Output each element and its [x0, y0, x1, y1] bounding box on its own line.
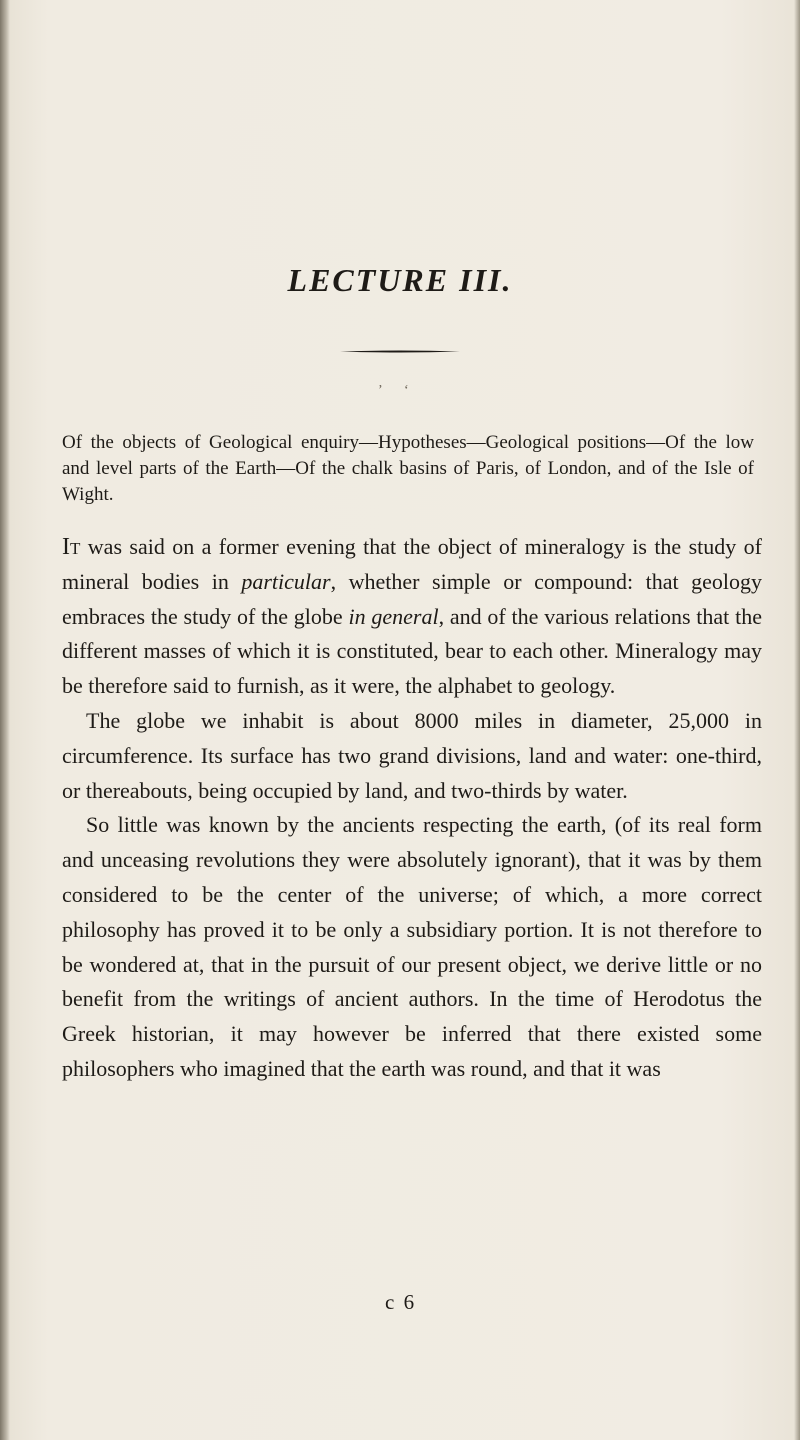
- page-edge-shadow: [794, 0, 800, 1440]
- lecture-title: LECTURE III.: [287, 262, 513, 298]
- paragraph-1: [62, 530, 762, 704]
- signature-mark: c 6: [385, 1290, 417, 1314]
- drop-word: It: [62, 534, 81, 560]
- italic-emphasis: particular: [241, 568, 331, 594]
- paragraph-text: , whether simple or compound: that geology embraces the study of the globe: [62, 568, 763, 629]
- italic-emphasis: in general: [348, 603, 439, 629]
- chapter-summary: Of the objects of Geological enquiry—Hypotheses—Geological positions—Of the low and level parts of the Earth—Of the chalk basins of Paris, of London, and of the Isle of Wight.: [62, 432, 754, 505]
- ornamental-rule: [340, 350, 460, 353]
- paragraph-2: The globe we inhabit is about 8000 miles in diameter, 25,000 in circumference. Its surface has two grand divisions, land and water: one-third, or thereabouts, being occupied by land, and two-thirds by water.: [62, 707, 762, 803]
- paragraph-3: So little was known by the ancients respecting the earth, (of its real form and unceasing revolutions they were absolutely ignorant), that it was by them considered to be the center of the universe; of which, a more correct philosophy has proved it to be only a subsidiary portion. It is not therefore to be wondered at, that in the pursuit of our present object, we derive little or no benefit from the writings of ancient authors. In the time of Herodotus the Greek historian, it may however be inferred that there existed some philosophers who imagined that the earth was round, and that it was: [62, 812, 762, 1081]
- paragraph-text: , and of the various relations that the different masses of which it is constituted, bear to each other. Mineralogy may be therefore said to furnish, as it were, the alphabet to geology.: [62, 603, 762, 699]
- print-speck: ‘: [404, 383, 409, 398]
- page-gutter-shadow: [0, 0, 10, 1440]
- paragraph-text: was said on a former evening that the object of mineralogy is the study of mineral bodies in: [62, 534, 762, 594]
- lecture-body: [62, 530, 762, 1087]
- print-speck: ’: [378, 383, 383, 398]
